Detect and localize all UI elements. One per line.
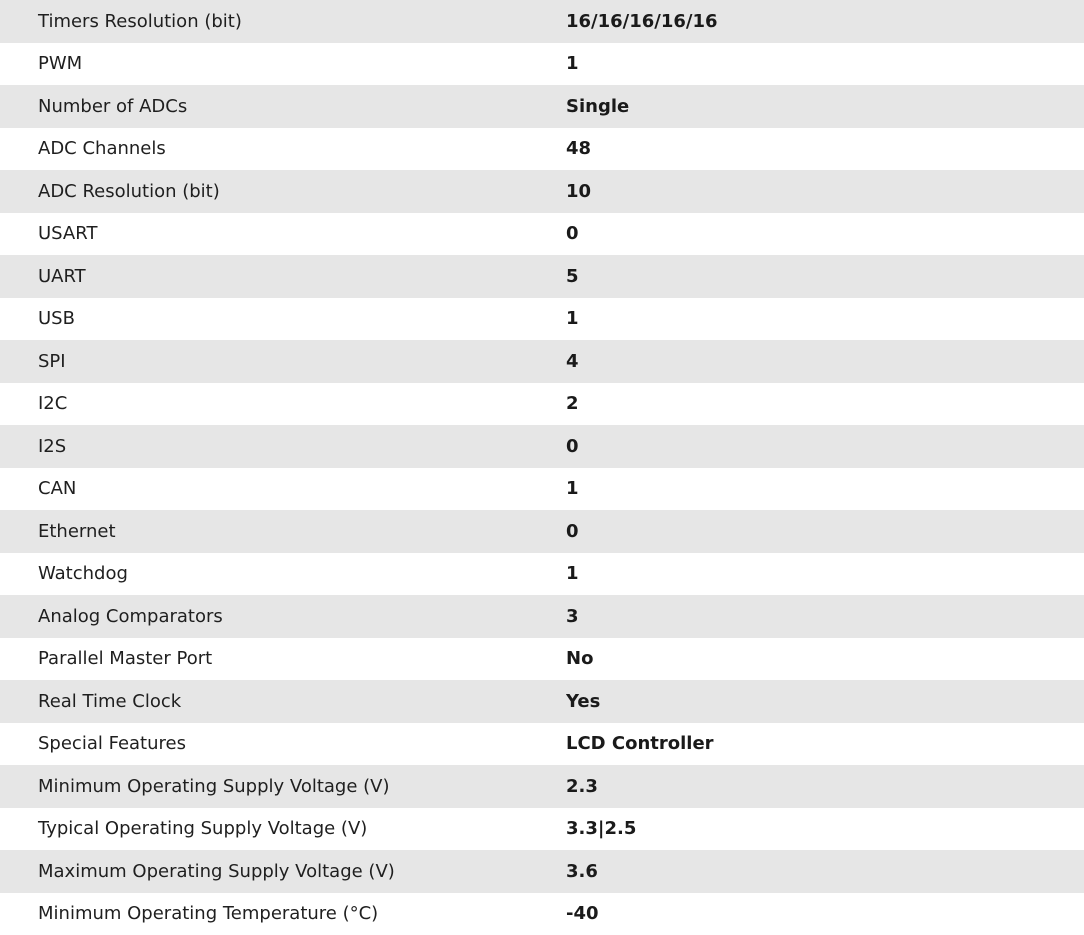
spec-label: ADC Channels [0, 128, 566, 171]
table-row [0, 255, 1084, 298]
spec-label: Real Time Clock [0, 680, 566, 723]
table-row [0, 553, 1084, 596]
table-row [0, 765, 1084, 808]
spec-label: Number of ADCs [0, 85, 566, 128]
spec-label: I2C [0, 383, 566, 426]
table-row [0, 680, 1084, 723]
table-row [0, 43, 1084, 86]
spec-value: 2 [566, 383, 1084, 426]
spec-value: 3.3|2.5 [566, 808, 1084, 851]
spec-value: 3 [566, 595, 1084, 638]
spec-value: 2.3 [566, 765, 1084, 808]
table-row [0, 425, 1084, 468]
spec-label: Minimum Operating Supply Voltage (V) [0, 765, 566, 808]
spec-value: 4 [566, 340, 1084, 383]
spec-label: Maximum Operating Supply Voltage (V) [0, 850, 566, 893]
table-row [0, 723, 1084, 766]
table-row [0, 128, 1084, 171]
spec-value: Yes [566, 680, 1084, 723]
spec-label: USART [0, 213, 566, 256]
spec-label: PWM [0, 43, 566, 86]
spec-label: Watchdog [0, 553, 566, 596]
spec-label: Timers Resolution (bit) [0, 0, 566, 43]
spec-label: Typical Operating Supply Voltage (V) [0, 808, 566, 851]
spec-label: USB [0, 298, 566, 341]
table-row [0, 468, 1084, 511]
spec-value: No [566, 638, 1084, 681]
spec-label: CAN [0, 468, 566, 511]
spec-label: I2S [0, 425, 566, 468]
spec-label: Special Features [0, 723, 566, 766]
spec-value: 1 [566, 468, 1084, 511]
table-row [0, 383, 1084, 426]
spec-value: 0 [566, 425, 1084, 468]
table-row [0, 340, 1084, 383]
spec-value: 3.6 [566, 850, 1084, 893]
spec-value: 1 [566, 298, 1084, 341]
spec-value: -40 [566, 893, 1084, 935]
table-row [0, 0, 1084, 43]
table-row [0, 170, 1084, 213]
table-row [0, 808, 1084, 851]
spec-value: 16/16/16/16/16 [566, 0, 1084, 43]
table-row [0, 638, 1084, 681]
spec-value: 10 [566, 170, 1084, 213]
table-row [0, 595, 1084, 638]
spec-value: 48 [566, 128, 1084, 171]
spec-value: Single [566, 85, 1084, 128]
spec-label: Minimum Operating Temperature (°C) [0, 893, 566, 935]
spec-value: 5 [566, 255, 1084, 298]
spec-value: LCD Controller [566, 723, 1084, 766]
spec-value: 0 [566, 213, 1084, 256]
spec-label: ADC Resolution (bit) [0, 170, 566, 213]
spec-value: 1 [566, 43, 1084, 86]
spec-value: 1 [566, 553, 1084, 596]
spec-label: Analog Comparators [0, 595, 566, 638]
spec-label: Ethernet [0, 510, 566, 553]
spec-value: 0 [566, 510, 1084, 553]
table-row [0, 298, 1084, 341]
spec-label: SPI [0, 340, 566, 383]
spec-label: Parallel Master Port [0, 638, 566, 681]
table-row [0, 85, 1084, 128]
table-row [0, 850, 1084, 893]
table-row [0, 213, 1084, 256]
spec-label: UART [0, 255, 566, 298]
table-row [0, 510, 1084, 553]
